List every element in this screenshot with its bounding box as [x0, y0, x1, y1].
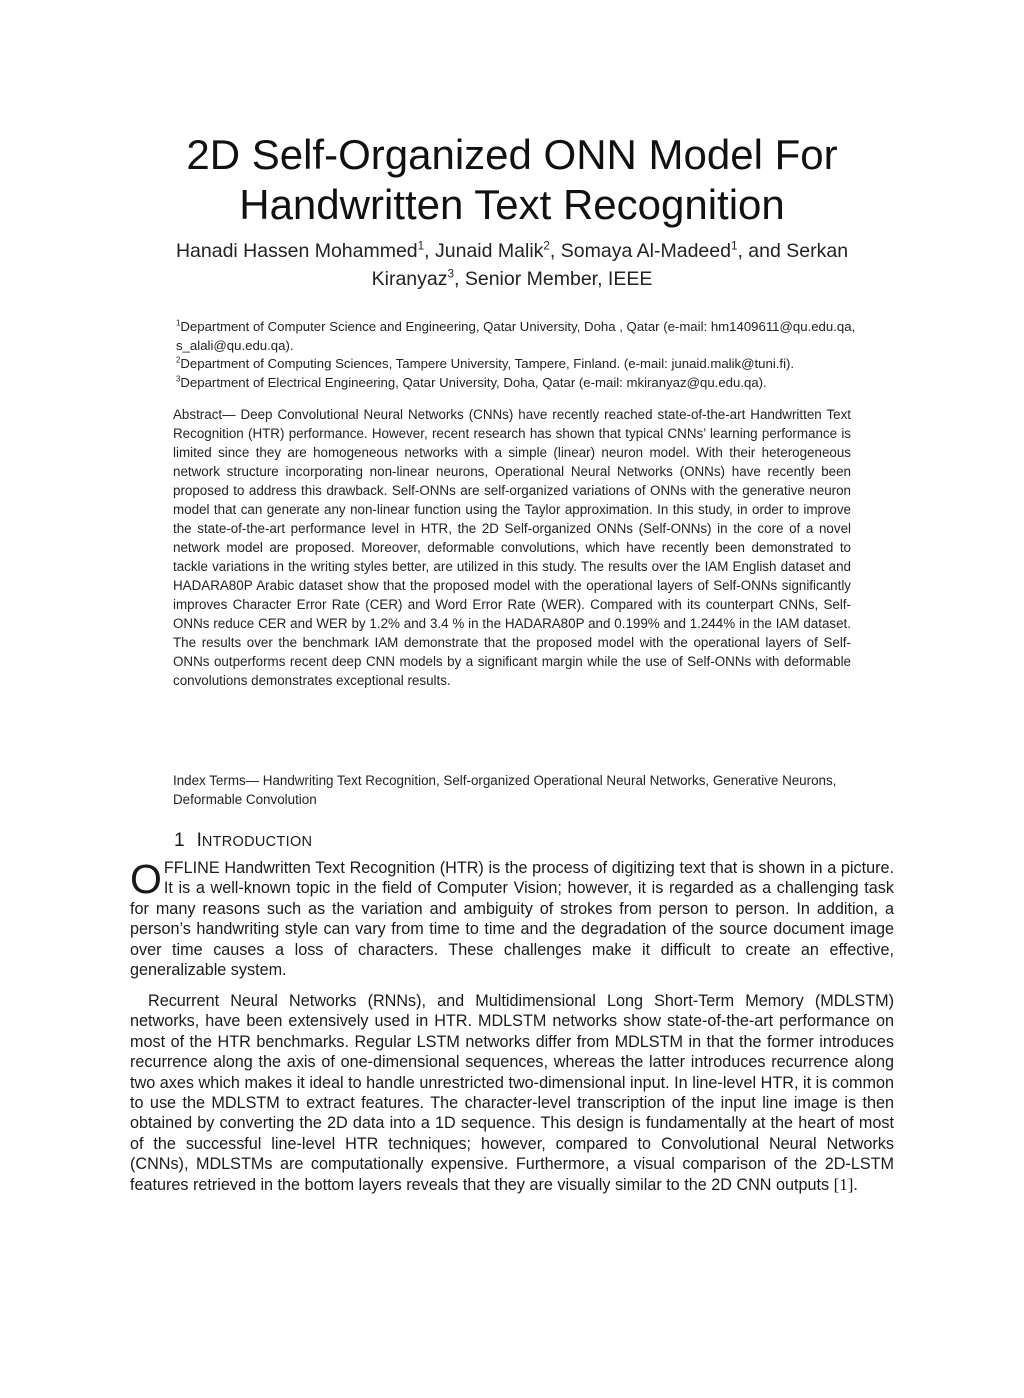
intro-paragraph-2 — [130, 991, 894, 1195]
author-name: , and Serkan Kiranyaz — [371, 240, 849, 290]
author-affiliation-mark: 2 — [543, 239, 550, 253]
author-name: Hanadi Hassen Mohammed — [175, 240, 418, 262]
section-title-rest: NTRODUCTION — [201, 834, 313, 850]
affiliation-mark: 3 — [176, 374, 181, 384]
affiliation-text: Department of Electrical Engineering, Qatar University, Doha, Qatar (e-mail: mkiranyaz@qu.edu.qa). — [180, 374, 767, 390]
paragraph-text: FFLINE Handwritten Text Recognition (HTR) is the process of digitizing text that is shown in a picture. It is a well-known topic in the field of Computer Vision; however, it is regarded as a challenging task for many reasons such as the variation and ambiguity of strokes from person to person. In addition, a person’s handwriting style can vary from time to time and the degradation of the source document image over time causes a loss of characters. These challenges make it difficult to create an effective, generalizable system. — [130, 859, 894, 980]
paragraph-text: Recurrent Neural Networks (RNNs), and Multidimensional Long Short-Term Memory (MDLSTM) networks, have been extensively used in HTR. MDLSTM networks show state-of-the-art performance on most of the HTR benchmarks. Regular LSTM networks differ from MDLSTM in that the former introduces recurrence along the axis of one-dimensional sequences, whereas the latter introduces recurrence along two axes which makes it ideal to handle unrestricted two-dimensional input. In line-level HTR, it is common to use the MDLSTM to extract features. The character-level transcription of the input line image is then obtained by converting the 2D data into a 1D sequence. This design is fundamentally at the heart of most of the successful line-level HTR techniques; however, compared to Convolutional Neural Networks (CNNs), MDLSTMs are computationally expensive. Furthermore, a visual comparison of the 2D-LSTM features retrieved in the bottom layers reveals that they are visually similar to the 2D CNN outputs — [130, 992, 894, 1194]
author-separator: , — [424, 240, 436, 262]
paragraph-end: . — [853, 1175, 858, 1194]
author-separator: , — [549, 240, 561, 262]
affiliation-mark: 1 — [176, 318, 181, 328]
citation-link[interactable]: [1] — [833, 1174, 854, 1194]
index-terms: Index Terms— Handwriting Text Recognition, Self-organized Operational Neural Networks, Generative Neurons, Deformable Convolution — [173, 773, 837, 807]
abstract: Abstract— Deep Convolutional Neural Networks (CNNs) have recently reached state-of-the-art Handwritten Text Recognition (HTR) performance. However, recent research has shown that typical CNNs’ learning performance is limited since they are homogeneous networks with a simple (linear) neuron model. With their heterogeneous network structure incorporating non-linear neurons, Operational Neural Networks (ONNs) have recently been proposed to address this drawback. Self-ONNs are self-organized variations of ONNs with the generative neuron model that can generate any non-linear function using the Taylor approximation. In this study, in order to improve the state-of-the-art performance level in HTR, the 2D Self-organized ONNs (Self-ONNs) in the core of a novel network model are proposed. Moreover, deformable convolutions, which have recently been demonstrated to tackle variations in the writing styles better, are utilized in this study. The results over the IAM English dataset and HADARA80P Arabic dataset show that the proposed model with the operational layers of Self-ONNs significantly improves Character Error Rate (CER) and Word Error Rate (WER). Compared with its counterpart CNNs, Self-ONNs reduce CER and WER by 1.2% and 3.4 % in the HADARA80P and 0.199% and 1.244% in the IAM dataset. The results over the benchmark IAM demonstrate that the proposed model with the operational layers of Self-ONNs outperforms recent deep CNN models by a significant margin while the use of Self-ONNs with deformable convolutions demonstrates exceptional results. — [173, 407, 851, 688]
title-line-1: 2D Self-Organized ONN Model For — [186, 131, 838, 178]
affiliation-text: Department of Computer Science and Engineering, Qatar University, Doha , Qatar (e-mail: hm1409611@qu.edu.qa, s_alali@qu.edu.qa). — [176, 319, 856, 353]
section-heading-introduction — [174, 829, 312, 854]
affiliation-list — [176, 318, 876, 392]
author-membership: , Senior Member, IEEE — [454, 268, 653, 290]
affiliation-text: Department of Computing Sciences, Tampere University, Tampere, Finland. (e-mail: junaid.malik@tuni.fi). — [180, 356, 795, 371]
author-name: Somaya Al-Madeed — [560, 240, 731, 262]
paper-title — [0, 130, 1024, 230]
author-affiliation-mark: 1 — [417, 239, 425, 253]
section-number: 1 — [174, 830, 185, 851]
affiliation — [176, 318, 876, 355]
section-title-initial: I — [196, 830, 202, 851]
intro-paragraph-1 — [130, 858, 894, 980]
drop-cap: O — [130, 856, 162, 902]
author-list — [130, 237, 894, 293]
title-line-2: Handwritten Text Recognition — [239, 181, 785, 228]
affiliation — [176, 355, 876, 374]
affiliation — [176, 374, 876, 393]
affiliation-mark: 2 — [176, 355, 181, 365]
author-affiliation-mark: 1 — [730, 239, 738, 253]
author-name: Junaid Malik — [435, 240, 544, 262]
author-affiliation-mark: 3 — [447, 267, 455, 281]
